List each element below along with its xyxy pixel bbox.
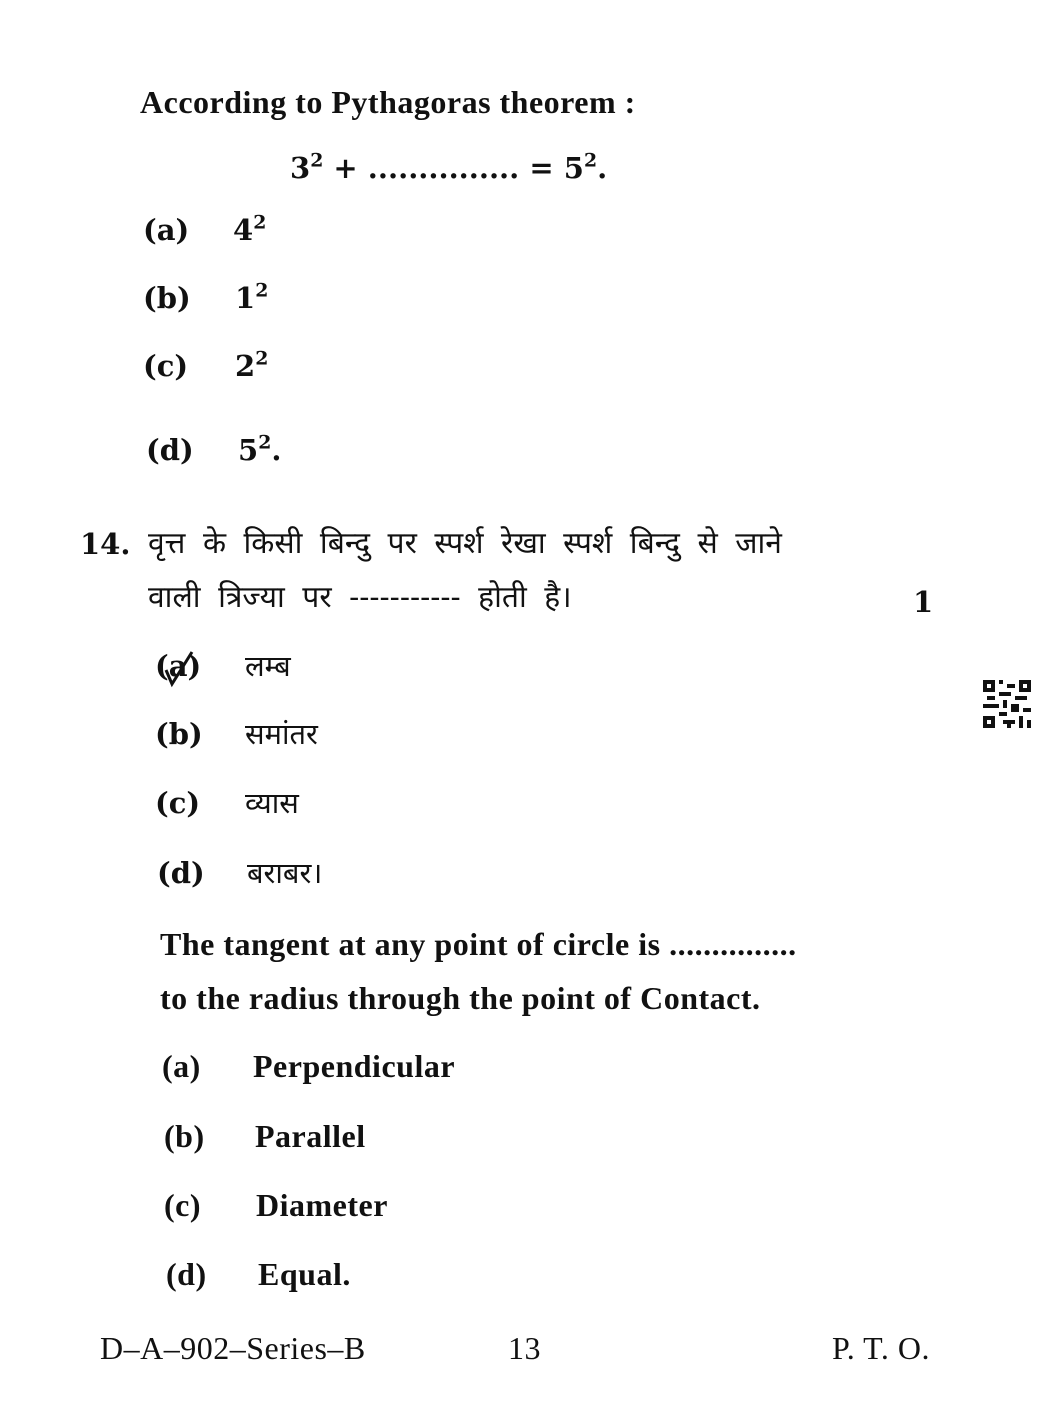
q14-english-line1: The tangent at any point of circle is ............... <box>160 926 797 962</box>
q13-equation: $3^2$ + ............... = $5^2$. <box>290 149 608 185</box>
q14-hindi-option-b: (b) समांतर <box>155 717 318 751</box>
q14-hindi-option-d: (d) बराबर। <box>157 856 323 890</box>
page-number: 13 <box>508 1330 541 1366</box>
q13-option-c: (c) $2^2$ <box>143 347 269 383</box>
q13-stem: According to Pythagoras theorem : <box>140 84 636 120</box>
tick-mark-icon <box>162 648 198 688</box>
q14-hindi-option-a: (a) लम्ब <box>155 649 291 683</box>
qr-code-icon <box>983 680 1031 728</box>
q14-hindi-option-c: (c) व्यास <box>155 786 299 820</box>
q14-marks: 1 <box>913 585 934 619</box>
q13-option-b: (b) $1^2$ <box>143 279 269 315</box>
q13-option-d: (d) $5^2$. <box>146 431 282 467</box>
q13-option-a: (a) $4^2$ <box>143 211 267 247</box>
please-turn-over: P. T. O. <box>832 1330 930 1366</box>
q14-english-option-c: (c) Diameter <box>164 1187 388 1223</box>
q14-english-option-d: (d) Equal. <box>166 1256 351 1292</box>
paper-code: D–A–902–Series–B <box>100 1330 366 1366</box>
q14-english-option-b: (b) Parallel <box>164 1118 366 1154</box>
q14-number: 14. <box>80 527 131 561</box>
q14-english-line2: to the radius through the point of Contact. <box>160 980 761 1016</box>
q14-hindi-line2: वाली त्रिज्या पर ----------- होती है। <box>148 580 572 615</box>
q14-hindi-line1: वृत्त के किसी बिन्दु पर स्पर्श रेखा स्पर्श बिन्दु से जाने <box>148 526 782 561</box>
q14-english-option-a: (a) Perpendicular <box>162 1048 456 1084</box>
